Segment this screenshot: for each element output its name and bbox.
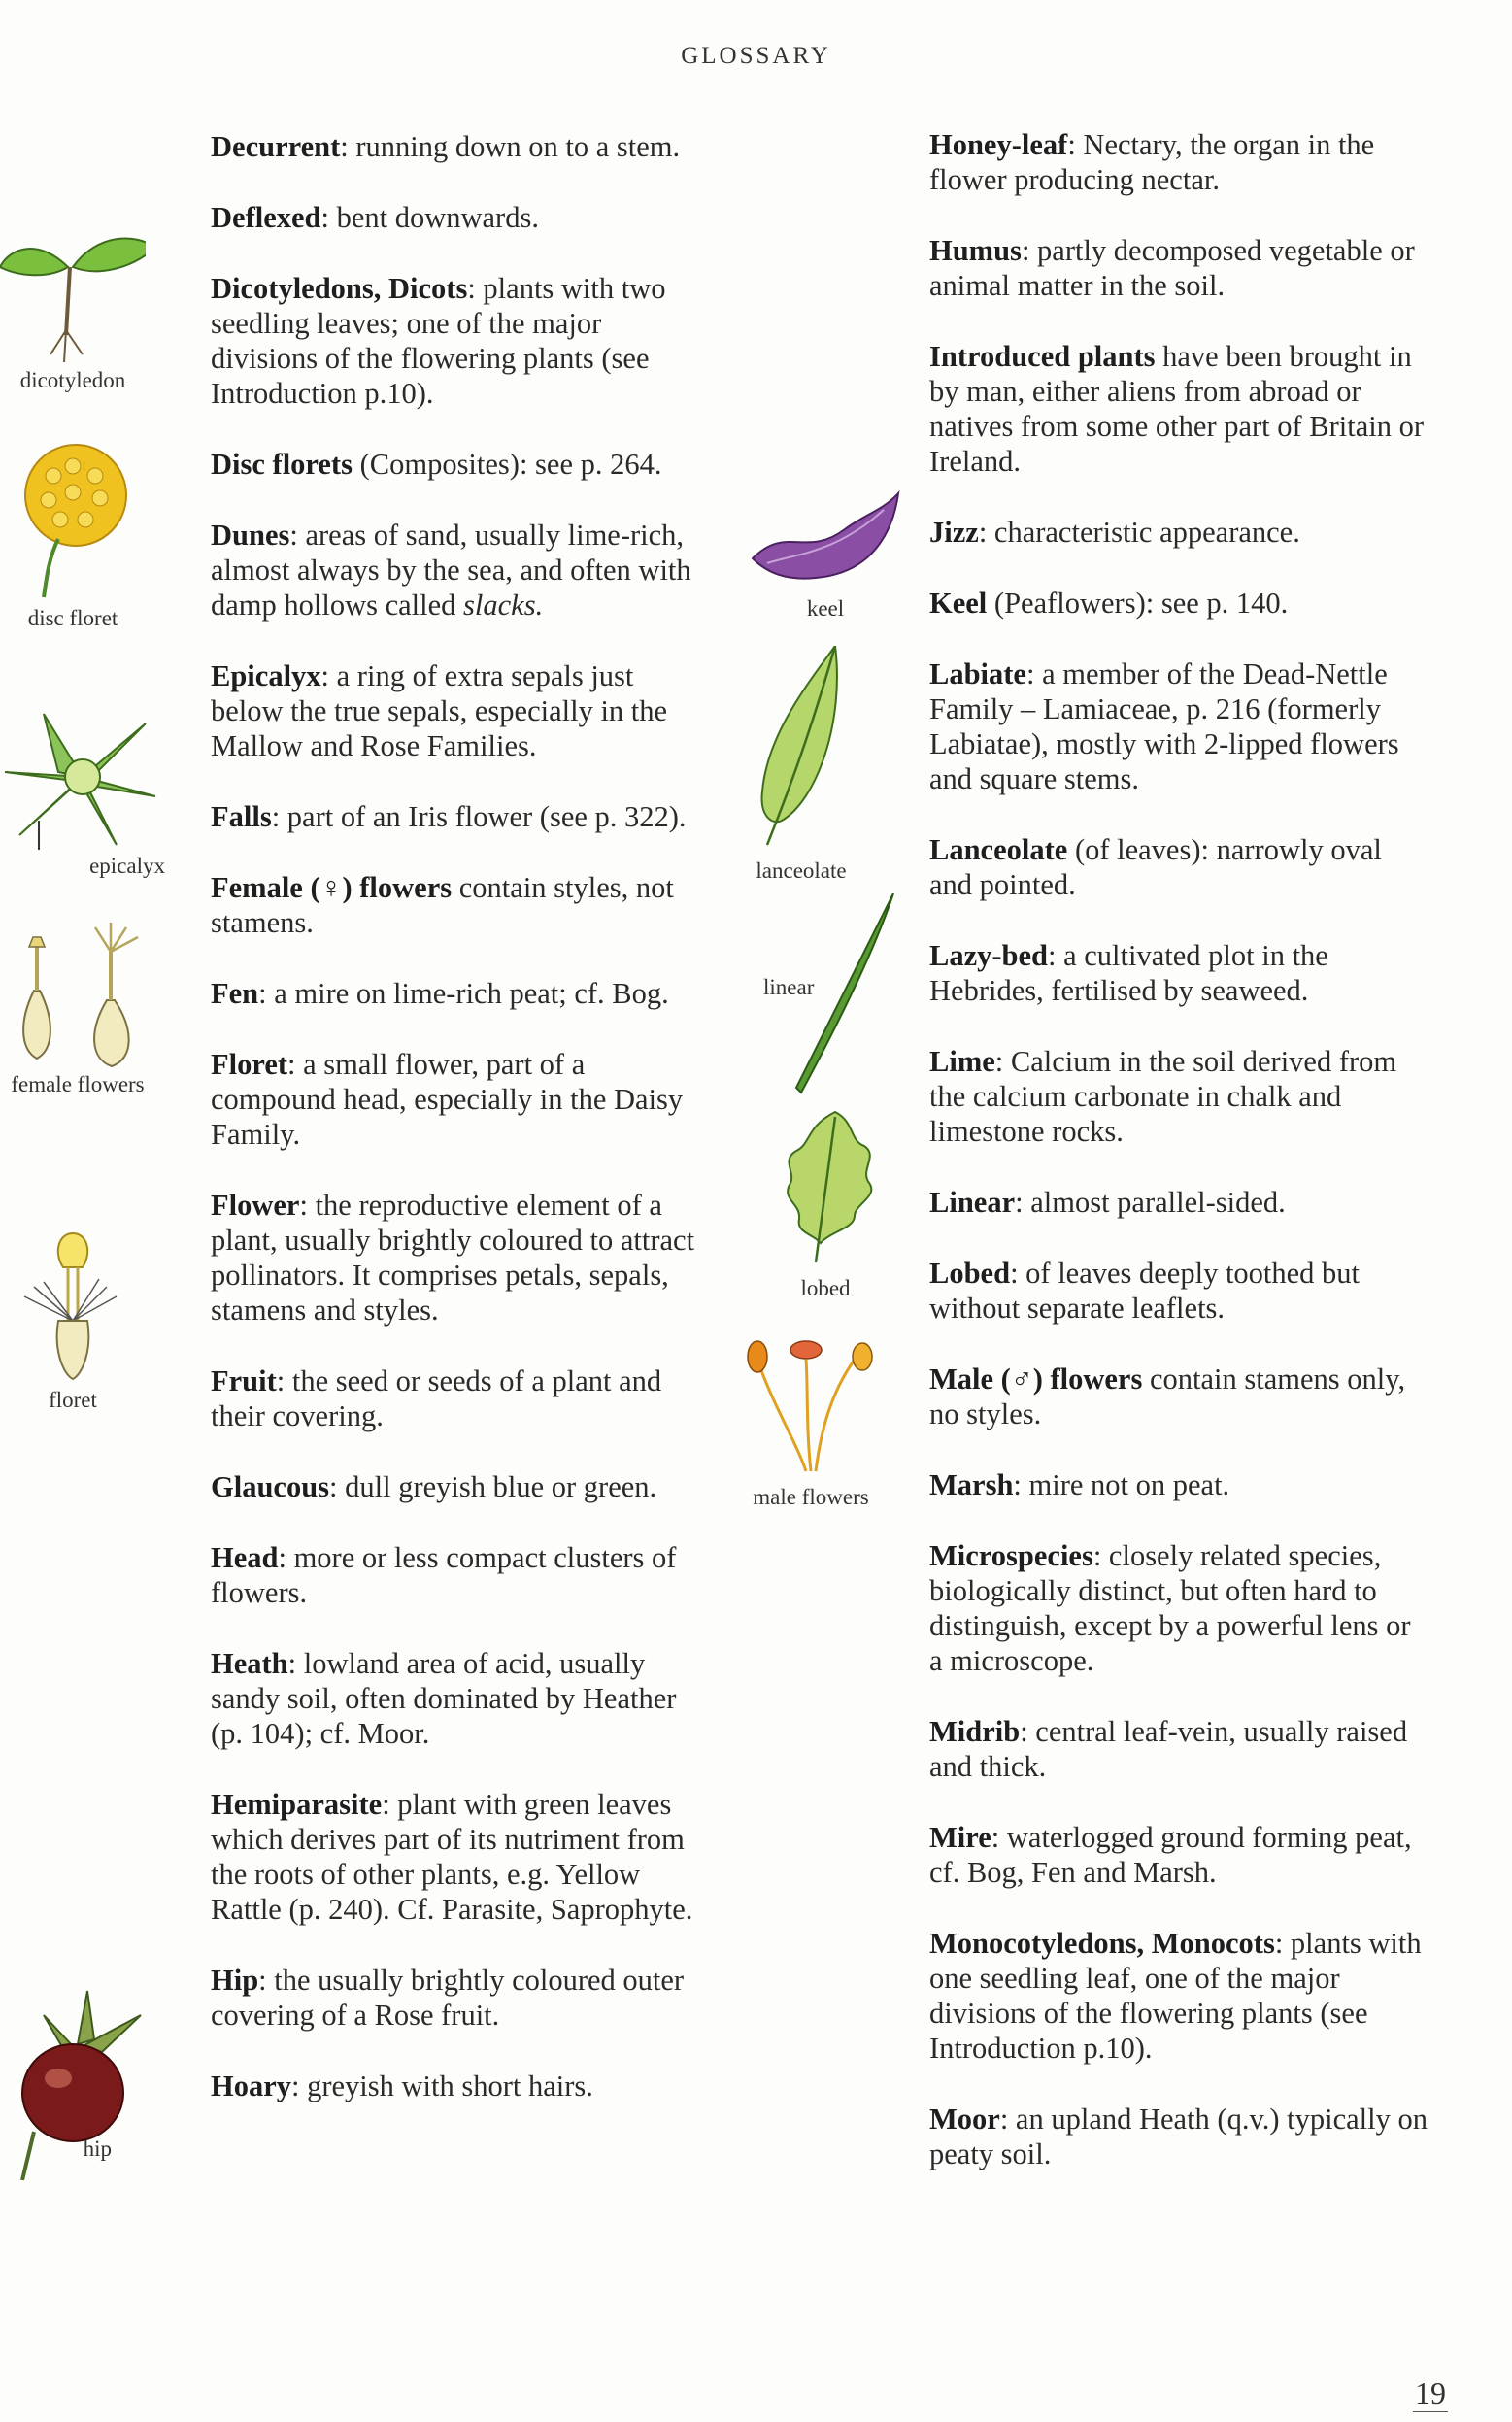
glossary-entry: [211, 1540, 696, 1610]
entry-term: Fen: [211, 977, 259, 1010]
entry-term: Hoary: [211, 2069, 292, 2102]
flower-head-icon: [0, 442, 146, 602]
glossary-entry: [211, 799, 696, 834]
entry-definition: contain stamens only, no styles.: [929, 1362, 1406, 1430]
entry-definition: : a small flower, part of a compound head, especially in the Daisy Family.: [211, 1048, 684, 1151]
floret-icon: [10, 1228, 136, 1384]
entry-definition: : central leaf-vein, usually raised and thick.: [929, 1715, 1408, 1783]
entry-definition: : an upland Heath (q.v.) typically on peaty soil.: [929, 2102, 1428, 2170]
entry-definition: : the reproductive element of a plant, usually brightly coloured to attract pollinators. It comprises petals, sepals, stamens and styles.: [211, 1189, 695, 1327]
entry-definition: : lowland area of acid, usually sandy soil, often dominated by Heather (p. 104); cf. Moor.: [211, 1647, 677, 1750]
glossary-entry: [929, 1538, 1429, 1678]
entry-definition: : a member of the Dead-Nettle Family – Lamiaceae, p. 216 (formerly Labiatae), mostly with 2-lipped flowers and square stems.: [929, 657, 1399, 795]
glossary-entry: [211, 518, 696, 622]
entry-term: Moor: [929, 2102, 1000, 2136]
entry-term: Linear: [929, 1186, 1016, 1219]
entry-definition: : dull greyish blue or green.: [329, 1470, 657, 1503]
entry-definition: : plants with two seedling leaves; one of the major divisions of the flowering plants (see Introduction p.10).: [211, 272, 666, 410]
glossary-entry: [211, 1363, 696, 1433]
entry-term: Glaucous: [211, 1470, 330, 1503]
page-number: 19: [1415, 2375, 1446, 2410]
lanceolate-leaf-icon: [738, 646, 864, 855]
entry-term: Decurrent: [211, 130, 341, 163]
entry-term: Lanceolate: [929, 833, 1068, 866]
entry-definition: : a mire on lime-rich peat; cf. Bog.: [258, 977, 669, 1010]
glossary-entry: [929, 938, 1429, 1008]
glossary-entry: [211, 1646, 696, 1751]
entry-definition: : Calcium in the soil derived from the calcium carbonate in chalk and limestone rocks.: [929, 1045, 1397, 1148]
entry-definition: : greyish with short hairs.: [291, 2069, 593, 2102]
entry-term: Floret: [211, 1048, 288, 1081]
illustration-caption: linear: [763, 975, 815, 999]
seedling-icon: [0, 209, 146, 364]
glossary-entry: [929, 2102, 1429, 2171]
entry-term: Labiate: [929, 657, 1026, 690]
glossary-entry: [929, 339, 1429, 479]
entry-definition: : a ring of extra sepals just below the true sepals, especially in the Mallow and Rose Families.: [211, 659, 668, 762]
entry-definition: : Nectary, the organ in the flower producing nectar.: [929, 128, 1375, 196]
illustration-keel: [748, 486, 903, 622]
entry-term: Head: [211, 1541, 279, 1574]
illustration-caption: male flowers: [753, 1485, 869, 1509]
illustration-lanceolate: [738, 646, 864, 884]
illustration-caption: disc floret: [27, 606, 118, 630]
illustration-caption: dicotyledon: [19, 368, 126, 392]
entry-definition: : bent downwards.: [320, 201, 539, 234]
entry-definition: (of leaves): narrowly oval and pointed.: [929, 833, 1382, 901]
illustration-lobed: [762, 1107, 889, 1301]
glossary-entry: [211, 976, 696, 1011]
stamens-icon: [738, 1335, 884, 1481]
illustration-caption: floret: [49, 1388, 97, 1412]
entry-definition: : the seed or seeds of a plant and their covering.: [211, 1364, 662, 1432]
illustration-floret: [10, 1228, 136, 1413]
glossary-entry: [929, 127, 1429, 197]
illustration-caption: female flowers: [11, 1072, 145, 1096]
entry-term: Lime: [929, 1045, 995, 1078]
glossary-entry: [929, 233, 1429, 303]
entry-term: Falls: [211, 800, 272, 833]
oak-leaf-icon: [762, 1107, 889, 1272]
illustration-caption: lanceolate: [756, 858, 847, 883]
entry-term: Marsh: [929, 1468, 1014, 1501]
glossary-entry: [929, 656, 1429, 796]
entry-term: Lazy-bed: [929, 939, 1048, 972]
glossary-entry: [929, 515, 1429, 550]
epicalyx-icon: [0, 704, 165, 850]
illustration-epicalyx: [0, 704, 165, 879]
entry-term: Microspecies: [929, 1539, 1093, 1572]
illustration-linear: [757, 893, 903, 1097]
entry-term: Epicalyx: [211, 659, 321, 692]
glossary-entry: [929, 586, 1429, 621]
glossary-entry: [211, 447, 696, 482]
entry-definition: (Peaflowers): see p. 140.: [987, 587, 1289, 620]
entry-definition: : running down on to a stem.: [340, 130, 681, 163]
entry-term: Flower: [211, 1189, 300, 1222]
glossary-entry: [929, 1926, 1429, 2066]
entry-definition: : the usually brightly coloured outer covering of a Rose fruit.: [211, 1964, 685, 2032]
entry-definition: : areas of sand, usually lime-rich, almost always by the sea, and often with damp hollows called: [211, 519, 691, 622]
entry-term: Honey-leaf: [929, 128, 1068, 161]
glossary-entry: [211, 129, 696, 164]
illustration-dicotyledon: [0, 209, 146, 393]
entry-term: Fruit: [211, 1364, 277, 1397]
illustration-caption: lobed: [800, 1276, 851, 1300]
glossary-entry: [929, 1044, 1429, 1149]
entry-definition: : mire not on peat.: [1013, 1468, 1230, 1501]
entry-term: Introduced plants: [929, 340, 1156, 373]
illustration-disc-floret: [0, 442, 146, 631]
entry-term: Jizz: [929, 516, 979, 549]
glossary-entry: [211, 1469, 696, 1504]
glossary-entry: [211, 271, 696, 411]
entry-definition: : waterlogged ground forming peat, cf. Bog, Fen and Marsh.: [929, 1821, 1412, 1889]
entry-definition: : characteristic appearance.: [978, 516, 1300, 549]
glossary-entry: [211, 200, 696, 235]
entry-term: Hemiparasite: [211, 1788, 383, 1821]
glossary-entry: [211, 1047, 696, 1152]
illustration-caption: epicalyx: [89, 854, 165, 878]
glossary-entry: [929, 1256, 1429, 1326]
illustration-caption: hip: [83, 2136, 112, 2161]
entry-term: Hip: [211, 1964, 259, 1997]
glossary-entry: [929, 1185, 1429, 1220]
entry-term: Lobed: [929, 1257, 1011, 1290]
glossary-entry: [211, 658, 696, 763]
illustration-caption: keel: [806, 596, 845, 621]
entry-term: Monocotyledons, Monocots: [929, 1927, 1275, 1960]
entry-term: Dunes: [211, 519, 290, 552]
entry-definition: : partly decomposed vegetable or animal matter in the soil.: [929, 234, 1415, 302]
keel-icon: [748, 486, 903, 592]
entry-term: Keel: [929, 587, 988, 620]
entry-term: Mire: [929, 1821, 991, 1854]
entry-definition: : part of an Iris flower (see p. 322).: [271, 800, 687, 833]
entry-definition: : plants with one seedling leaf, one of the major divisions of the flowering plants (see Introduction p.10).: [929, 1927, 1422, 2065]
pistil-icon: [0, 923, 155, 1068]
entry-definition: (Composites): see p. 264.: [352, 448, 662, 481]
entry-definition: : of leaves deeply toothed but without separate leaflets.: [929, 1257, 1361, 1325]
illustration-hip: [5, 1986, 146, 2162]
glossary-entry: [211, 1188, 696, 1328]
entry-term: Midrib: [929, 1715, 1021, 1748]
glossary-entry: [929, 832, 1429, 902]
left-column: [211, 129, 696, 2139]
entry-definition: : closely related species, biologically distinct, but often hard to distinguish, except by a powerful lens or a microscope.: [929, 1539, 1411, 1677]
right-column: [929, 127, 1429, 2207]
entry-definition: have been brought in by man, either aliens from abroad or natives from some other part of Britain or Ireland.: [929, 340, 1425, 478]
entry-definition: contain styles, not stamens.: [211, 871, 674, 939]
entry-term: Heath: [211, 1647, 288, 1680]
entry-term: Female (♀) flowers: [211, 871, 453, 904]
glossary-entry: [211, 2069, 696, 2103]
entry-definition: : almost parallel-sided.: [1015, 1186, 1286, 1219]
entry-term: Dicotyledons, Dicots: [211, 272, 468, 305]
glossary-entry: [929, 1467, 1429, 1502]
entry-term: Humus: [929, 234, 1022, 267]
glossary-entry: [929, 1362, 1429, 1431]
glossary-entry: [211, 1787, 696, 1927]
illustration-male-flowers: [738, 1335, 884, 1510]
glossary-entry: [211, 870, 696, 940]
entry-term: Deflexed: [211, 201, 321, 234]
entry-definition-italic: slacks.: [463, 589, 544, 622]
entry-definition: : more or less compact clusters of flowers.: [211, 1541, 677, 1609]
illustration-female-flowers: [0, 923, 155, 1097]
glossary-entry: [929, 1820, 1429, 1890]
entry-definition: : a cultivated plot in the Hebrides, fertilised by seaweed.: [929, 939, 1328, 1007]
page-header: GLOSSARY: [681, 43, 831, 69]
glossary-entry: [211, 1963, 696, 2033]
entry-definition: : plant with green leaves which derives part of its nutriment from the roots of other plants, e.g. Yellow Rattle (p. 240). Cf. Parasite, Saprophyte.: [211, 1788, 693, 1926]
entry-term: Disc florets: [211, 448, 353, 481]
entry-term: Male (♂) flowers: [929, 1362, 1143, 1396]
glossary-entry: [929, 1714, 1429, 1784]
